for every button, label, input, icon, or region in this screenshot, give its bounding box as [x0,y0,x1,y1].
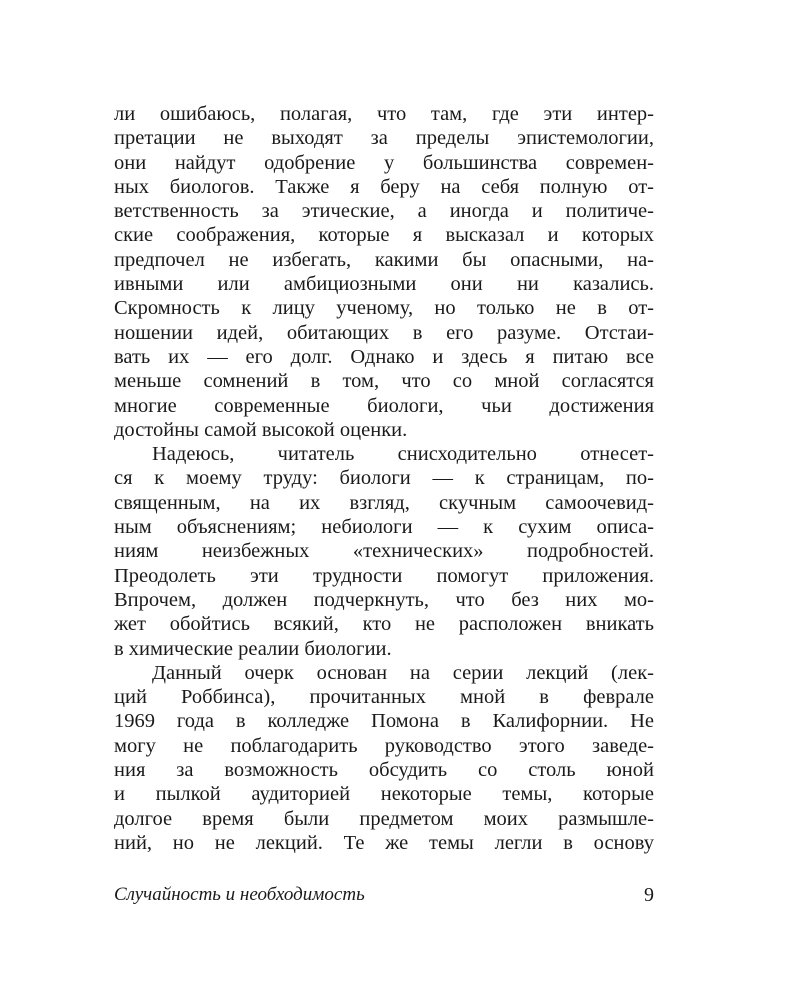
text-line: ношении идей, обитающих в его разуме. Отстаи- [114,321,654,344]
text-line: ниям неизбежных «технических» подробностей. [114,540,654,563]
body-text [114,102,654,855]
text-line: ивными или амбициозными они ни казались. [114,273,654,296]
text-line: Скромность к лицу ученому, но только не в от- [114,297,654,320]
text-line: ния за возможность обсудить со столь юной [114,759,654,782]
text-line: ний, но не лекций. Те же темы легли в основу [114,831,654,854]
text-line: вать их — его долг. Однако и здесь я питаю все [114,345,654,368]
text-line: ным объяснениям; небиологи — к сухим описа- [114,516,654,539]
text-line: многие современные биологи, чьи достижения [114,394,654,417]
text-line: Впрочем, должен подчеркнуть, что без них мо- [114,588,654,611]
text-line: меньше сомнений в том, что со мной согласятся [114,370,654,393]
text-line: достойны самой высокой оценки. [114,418,408,441]
text-line: ские соображения, которые я высказал и которых [114,224,654,247]
text-line: ветственность за этические, а иногда и политиче- [114,200,654,223]
page-footer [114,884,654,912]
text-line: ли ошибаюсь, полагая, что там, где эти интер- [114,103,654,125]
text-line: Преодолеть эти трудности помогут приложения. [114,564,654,587]
text-line: ся к моему труду: биологи — к страницам, по- [114,467,654,490]
text-line: ных биологов. Также я беру на себя полную от- [114,175,654,198]
page-number: 9 [644,884,654,906]
text-line: и пылкой аудиторией некоторые темы, которые [114,783,654,806]
text-line: жет обойтись всякий, кто не расположен вникать [114,613,654,636]
text-line: претации не выходят за пределы эпистемологии, [114,127,654,150]
text-line: могу не поблагодарить руководство этого заведе- [114,734,654,757]
text-line: 1969 года в колледже Помона в Калифорнии. Не [114,710,654,733]
text-line: долгое время были предметом моих размышле- [114,807,654,830]
text-line: ций Роббинса), прочитанных мной в феврале [114,686,654,709]
text-line: Данный очерк основан на серии лекций (лек- [152,661,654,684]
text-line: они найдут одобрение у большинства современ- [114,151,654,174]
running-title: Случайность и необходимость [114,884,365,905]
text-line: Надеюсь, читатель снисходительно отнесет- [152,443,654,466]
text-line: предпочел не избегать, какими бы опасными, на- [114,248,654,271]
text-line: священным, на их взгляд, скучным самоочевид- [114,491,654,514]
text-line: в химические реалии биологии. [114,637,392,660]
